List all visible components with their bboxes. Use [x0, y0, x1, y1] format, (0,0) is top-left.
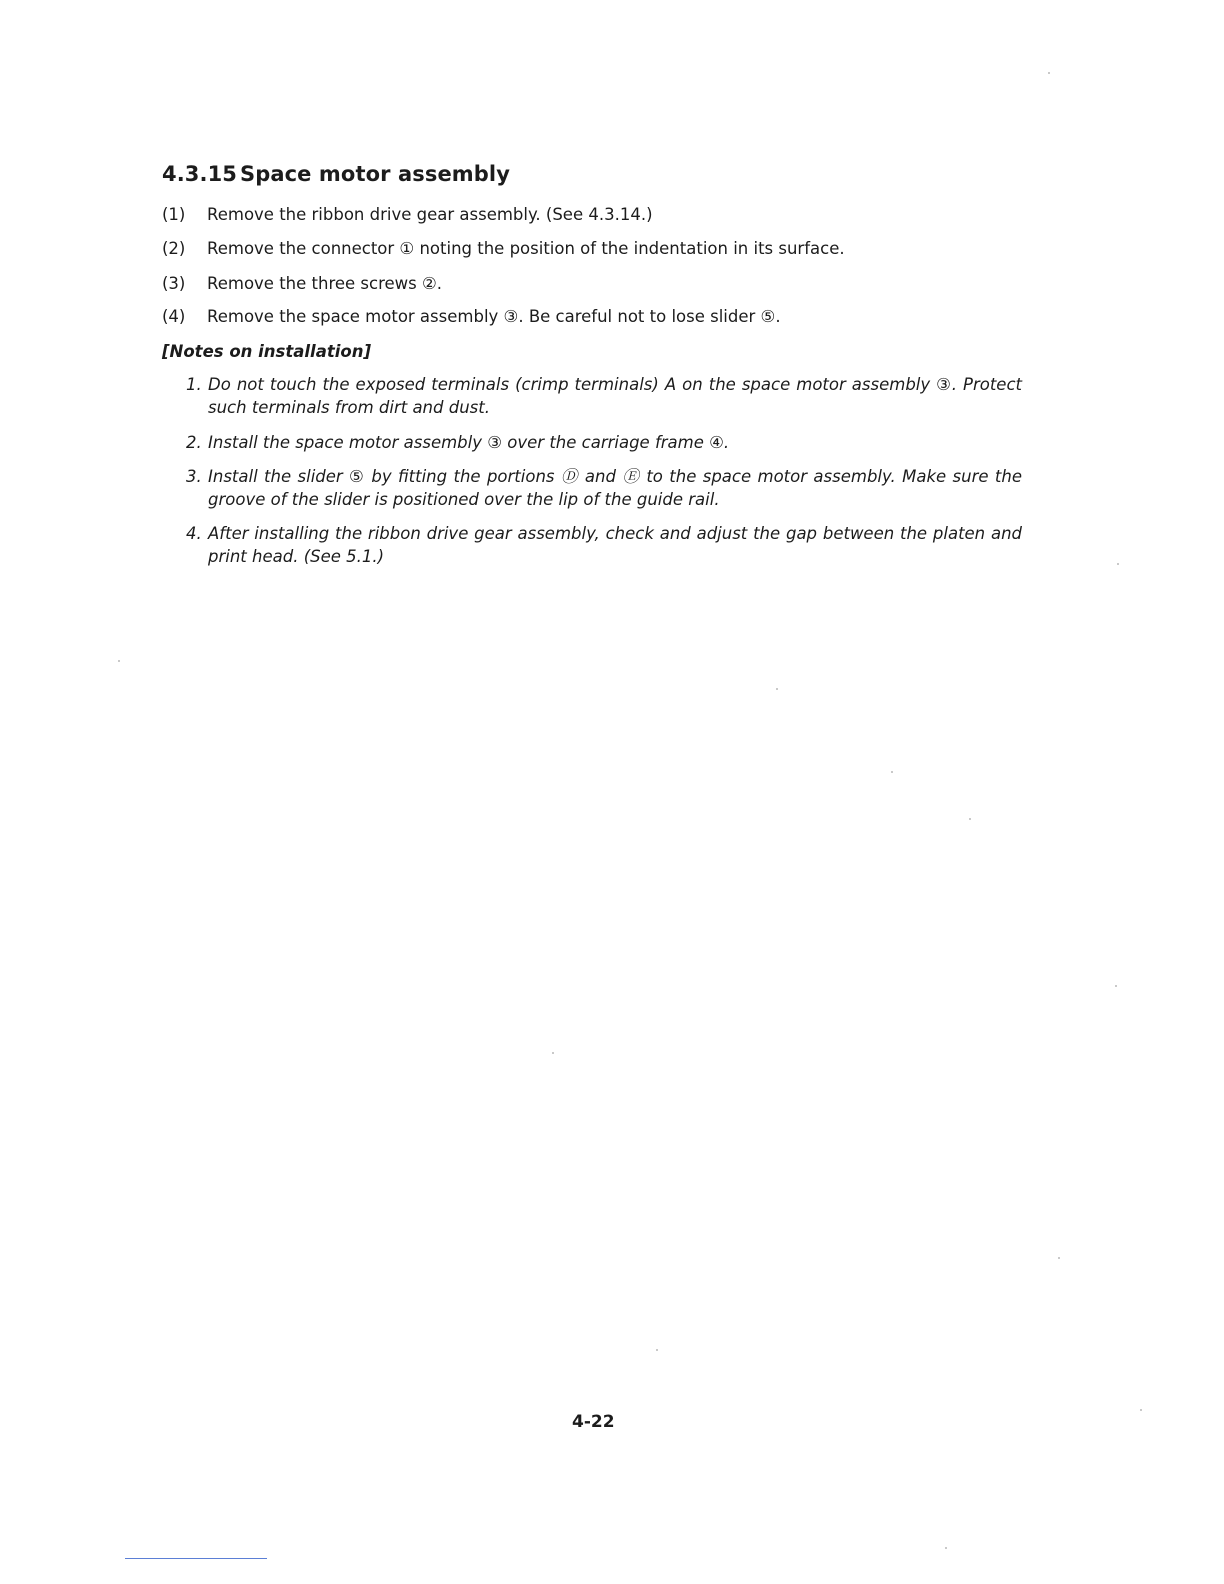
note-item — [186, 465, 1022, 511]
scan-speck — [891, 771, 893, 773]
scan-speck — [1117, 563, 1119, 565]
footer-rule — [125, 1558, 267, 1559]
step-item — [162, 205, 653, 224]
step-number: (1) — [162, 205, 186, 224]
scan-speck — [776, 688, 778, 690]
note-text: After installing the ribbon drive gear assembly, check and adjust the gap between the platen and print head. (See 5.1.) — [208, 524, 1022, 566]
section-title: Space motor assembly — [240, 162, 510, 186]
step-number: (4) — [162, 307, 186, 326]
scan-speck — [552, 1052, 554, 1054]
section-heading — [162, 162, 510, 186]
note-item — [186, 522, 1022, 568]
page-number: 4-22 — [572, 1412, 615, 1432]
section-number: 4.3.15 — [162, 162, 238, 186]
step-number: (2) — [162, 239, 186, 258]
scan-speck — [969, 818, 971, 820]
scan-speck — [1140, 1409, 1142, 1411]
note-item — [186, 431, 1022, 454]
note-number: 1. — [186, 375, 202, 394]
note-item — [186, 373, 1022, 419]
step-text: Remove the ribbon drive gear assembly. (See 4.3.14.) — [207, 205, 653, 224]
note-number: 3. — [186, 467, 202, 486]
scan-speck — [1058, 1257, 1060, 1259]
step-number: (3) — [162, 274, 186, 293]
step-item — [162, 239, 845, 258]
step-text: Remove the three screws ②. — [207, 274, 443, 293]
note-text: Install the slider ⑤ by fitting the portions Ⓓ and Ⓔ to the space motor assembly. Make sure the groove of the slider is positioned over the lip of the guide rail. — [208, 467, 1022, 509]
step-text: Remove the connector ① noting the position of the indentation in its surface. — [207, 239, 845, 258]
scan-speck — [1115, 985, 1117, 987]
step-text: Remove the space motor assembly ③. Be careful not to lose slider ⑤. — [207, 307, 781, 326]
note-number: 4. — [186, 524, 202, 543]
notes-heading: [Notes on installation] — [162, 342, 372, 361]
step-item — [162, 274, 442, 293]
scan-speck — [945, 1547, 947, 1549]
note-text: Install the space motor assembly ③ over the carriage frame ④. — [208, 433, 730, 452]
scan-speck — [656, 1349, 658, 1351]
note-text: Do not touch the exposed terminals (crimp terminals) A on the space motor assembly ③. Protect such terminals from dirt and dust. — [208, 375, 1022, 417]
scan-speck — [118, 660, 120, 662]
step-item — [162, 307, 781, 326]
scan-speck — [1048, 72, 1050, 74]
note-number: 2. — [186, 433, 202, 452]
